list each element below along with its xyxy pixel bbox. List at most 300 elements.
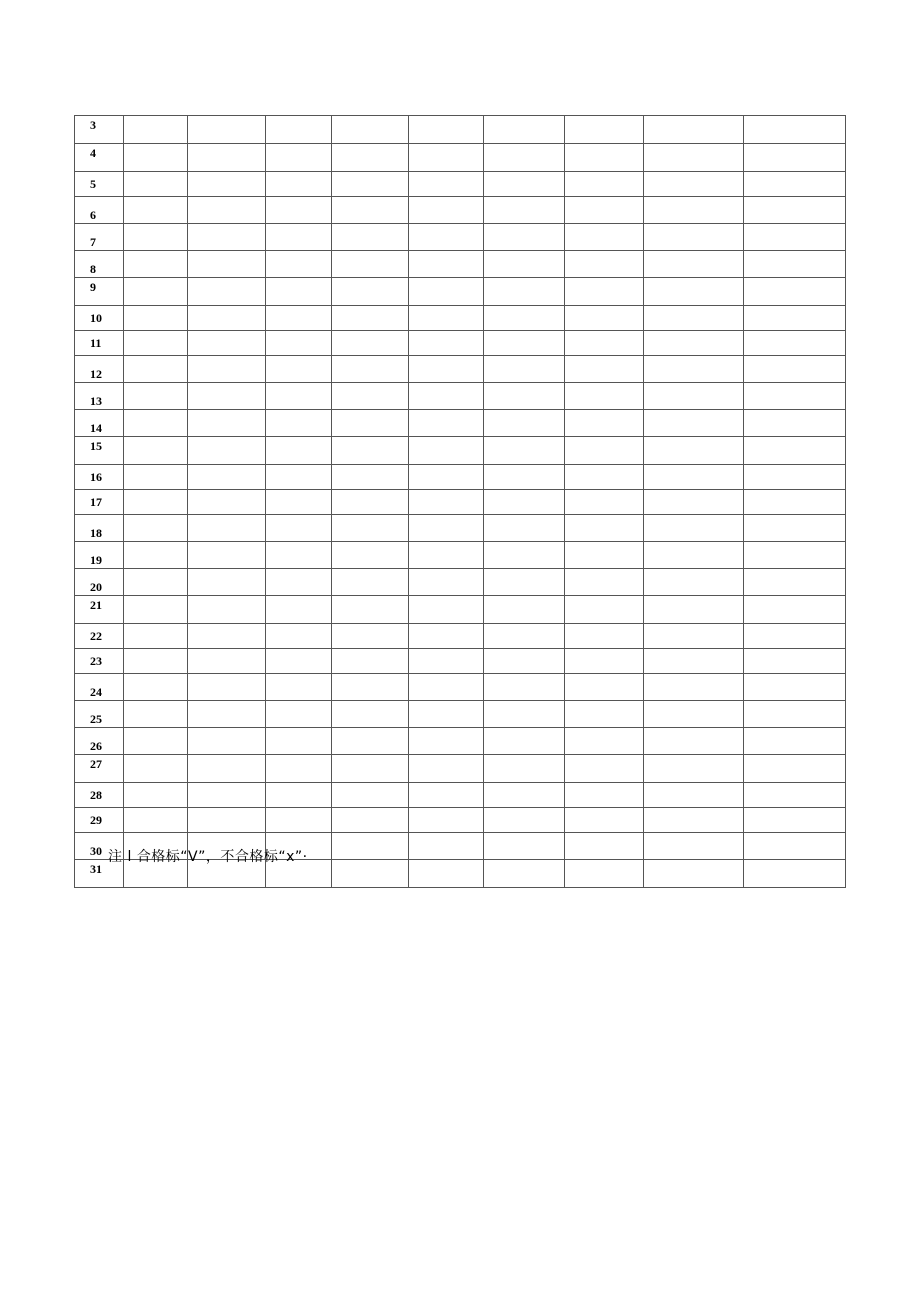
- table-cell: [409, 808, 484, 833]
- table-cell: [332, 515, 409, 542]
- row-number-cell: 26: [75, 728, 124, 755]
- table-cell: [124, 755, 188, 783]
- table-cell: [409, 728, 484, 755]
- table-row: [75, 197, 846, 224]
- table-cell: [409, 251, 484, 278]
- table-cell: [565, 197, 644, 224]
- table-cell: [565, 783, 644, 808]
- row-number-cell: 3: [75, 116, 124, 144]
- table-cell: [565, 542, 644, 569]
- table-row: [75, 251, 846, 278]
- table-cell: [744, 701, 846, 728]
- row-number-cell: 13: [75, 383, 124, 410]
- table-cell: [124, 383, 188, 410]
- table-cell: [188, 251, 266, 278]
- table-cell: [188, 410, 266, 437]
- table-cell: [744, 783, 846, 808]
- table-cell: [565, 728, 644, 755]
- table-cell: [332, 465, 409, 490]
- table-row: [75, 542, 846, 569]
- row-number-cell: 20: [75, 569, 124, 596]
- row-number-cell: 25: [75, 701, 124, 728]
- table-row: [75, 783, 846, 808]
- table-cell: [565, 331, 644, 356]
- row-number-cell: 19: [75, 542, 124, 569]
- table-cell: [124, 356, 188, 383]
- table-cell: [409, 116, 484, 144]
- table-row: [75, 383, 846, 410]
- table-cell: [744, 172, 846, 197]
- table-cell: [409, 437, 484, 465]
- table-cell: [266, 569, 332, 596]
- table-cell: [332, 674, 409, 701]
- table-cell: [744, 490, 846, 515]
- table-cell: [188, 701, 266, 728]
- table-cell: [124, 649, 188, 674]
- table-cell: [409, 674, 484, 701]
- table-cell: [644, 278, 744, 306]
- table-cell: [188, 649, 266, 674]
- table-cell: [124, 596, 188, 624]
- table-cell: [644, 860, 744, 888]
- row-number-cell: 22: [75, 624, 124, 649]
- table-cell: [744, 596, 846, 624]
- row-number-cell: 4: [75, 144, 124, 172]
- table-cell: [332, 224, 409, 251]
- table-cell: [644, 356, 744, 383]
- table-cell: [266, 383, 332, 410]
- table-cell: [644, 490, 744, 515]
- table-cell: [484, 144, 565, 172]
- table-cell: [266, 808, 332, 833]
- table-cell: [484, 674, 565, 701]
- row-number-cell: 30: [75, 833, 124, 860]
- table-cell: [332, 437, 409, 465]
- table-cell: [409, 624, 484, 649]
- table-cell: [332, 144, 409, 172]
- row-number-cell: 31: [75, 860, 124, 888]
- table-row: [75, 624, 846, 649]
- table-cell: [565, 490, 644, 515]
- table-cell: [565, 224, 644, 251]
- table-cell: [744, 833, 846, 860]
- table-cell: [484, 860, 565, 888]
- table-cell: [744, 542, 846, 569]
- table-cell: [744, 306, 846, 331]
- table-cell: [565, 465, 644, 490]
- table-cell: [188, 569, 266, 596]
- table-cell: [188, 674, 266, 701]
- table-cell: [744, 624, 846, 649]
- table-cell: [332, 808, 409, 833]
- table-cell: [266, 197, 332, 224]
- table-cell: [124, 410, 188, 437]
- table-cell: [124, 674, 188, 701]
- table-cell: [644, 596, 744, 624]
- row-number-cell: 27: [75, 755, 124, 783]
- table-cell: [124, 437, 188, 465]
- table-cell: [484, 331, 565, 356]
- table-cell: [266, 596, 332, 624]
- table-cell: [644, 331, 744, 356]
- table-cell: [565, 860, 644, 888]
- table-cell: [124, 701, 188, 728]
- table-cell: [644, 728, 744, 755]
- table-cell: [188, 808, 266, 833]
- table-cell: [266, 410, 332, 437]
- table-row: [75, 144, 846, 172]
- table-cell: [188, 728, 266, 755]
- table-cell: [188, 490, 266, 515]
- table-cell: [484, 542, 565, 569]
- table-cell: [266, 701, 332, 728]
- row-number-cell: 8: [75, 251, 124, 278]
- table-cell: [124, 172, 188, 197]
- table-row: [75, 490, 846, 515]
- row-number-cell: 23: [75, 649, 124, 674]
- table-cell: [188, 224, 266, 251]
- table-cell: [744, 649, 846, 674]
- table-cell: [332, 569, 409, 596]
- table-cell: [409, 410, 484, 437]
- row-number-cell: 28: [75, 783, 124, 808]
- table-cell: [409, 197, 484, 224]
- table-cell: [484, 172, 565, 197]
- row-number-cell: 10: [75, 306, 124, 331]
- table-cell: [565, 596, 644, 624]
- table-cell: [188, 465, 266, 490]
- table-cell: [565, 116, 644, 144]
- table-cell: [484, 437, 565, 465]
- table-cell: [332, 410, 409, 437]
- table-row: [75, 331, 846, 356]
- table-cell: [409, 306, 484, 331]
- table-cell: [266, 356, 332, 383]
- table-cell: [266, 172, 332, 197]
- table-cell: [484, 197, 565, 224]
- table-cell: [744, 728, 846, 755]
- table-cell: [644, 569, 744, 596]
- table-cell: [565, 755, 644, 783]
- table-cell: [124, 808, 188, 833]
- table-cell: [484, 224, 565, 251]
- row-number-cell: 5: [75, 172, 124, 197]
- row-number-cell: 16: [75, 465, 124, 490]
- table-cell: [266, 331, 332, 356]
- table-cell: [644, 649, 744, 674]
- table-cell: [744, 116, 846, 144]
- table-cell: [188, 624, 266, 649]
- table-cell: [565, 251, 644, 278]
- table-cell: [188, 172, 266, 197]
- table-cell: [565, 569, 644, 596]
- table-cell: [484, 808, 565, 833]
- table-row: [75, 172, 846, 197]
- table-row: [75, 755, 846, 783]
- table-cell: [332, 278, 409, 306]
- table-cell: [484, 465, 565, 490]
- table-cell: [565, 437, 644, 465]
- row-number-cell: 15: [75, 437, 124, 465]
- table-cell: [565, 833, 644, 860]
- table-row: [75, 410, 846, 437]
- row-number-cell: 11: [75, 331, 124, 356]
- table-cell: [744, 383, 846, 410]
- table-cell: [409, 860, 484, 888]
- table-cell: [644, 465, 744, 490]
- table-cell: [266, 465, 332, 490]
- table-cell: [644, 410, 744, 437]
- table-cell: [744, 515, 846, 542]
- table-cell: [484, 569, 565, 596]
- table-cell: [332, 833, 409, 860]
- table-cell: [332, 860, 409, 888]
- table-cell: [565, 383, 644, 410]
- table-cell: [188, 306, 266, 331]
- table-cell: [644, 306, 744, 331]
- table-cell: [124, 197, 188, 224]
- table-cell: [644, 783, 744, 808]
- table-cell: [744, 437, 846, 465]
- table-cell: [644, 437, 744, 465]
- table-cell: [565, 410, 644, 437]
- table-cell: [409, 383, 484, 410]
- table-cell: [644, 701, 744, 728]
- table-cell: [266, 624, 332, 649]
- table-cell: [332, 701, 409, 728]
- table-cell: [644, 674, 744, 701]
- row-number-cell: 12: [75, 356, 124, 383]
- row-number-cell: 7: [75, 224, 124, 251]
- table-cell: [266, 490, 332, 515]
- table-cell: [332, 649, 409, 674]
- table-cell: [266, 278, 332, 306]
- table-cell: [565, 306, 644, 331]
- table-cell: [409, 596, 484, 624]
- table-cell: [744, 465, 846, 490]
- table-cell: [409, 144, 484, 172]
- row-number-cell: 14: [75, 410, 124, 437]
- table-cell: [188, 755, 266, 783]
- table-cell: [644, 197, 744, 224]
- table-row: [75, 278, 846, 306]
- table-cell: [484, 701, 565, 728]
- table-cell: [332, 624, 409, 649]
- table-cell: [332, 331, 409, 356]
- table-cell: [188, 197, 266, 224]
- table-cell: [484, 410, 565, 437]
- table-cell: [266, 224, 332, 251]
- table-cell: [565, 808, 644, 833]
- table-cell: [565, 172, 644, 197]
- table-cell: [188, 783, 266, 808]
- table-cell: [188, 356, 266, 383]
- row-number-cell: 6: [75, 197, 124, 224]
- table-cell: [266, 755, 332, 783]
- table-cell: [565, 515, 644, 542]
- table-cell: [332, 755, 409, 783]
- table-cell: [188, 515, 266, 542]
- table-cell: [644, 542, 744, 569]
- table-cell: [644, 224, 744, 251]
- table-cell: [565, 624, 644, 649]
- table-cell: [332, 306, 409, 331]
- table-cell: [565, 674, 644, 701]
- table-cell: [332, 383, 409, 410]
- table-row: [75, 674, 846, 701]
- table-cell: [124, 465, 188, 490]
- table-cell: [644, 808, 744, 833]
- table-cell: [744, 251, 846, 278]
- table-cell: [266, 251, 332, 278]
- table-cell: [744, 278, 846, 306]
- table-cell: [188, 331, 266, 356]
- table-cell: [409, 490, 484, 515]
- table-cell: [744, 224, 846, 251]
- table-cell: [484, 383, 565, 410]
- table-cell: [744, 569, 846, 596]
- table-cell: [188, 437, 266, 465]
- table-cell: [484, 649, 565, 674]
- table-cell: [744, 197, 846, 224]
- table-cell: [266, 515, 332, 542]
- table-cell: [644, 833, 744, 860]
- table-cell: [484, 624, 565, 649]
- table-row: [75, 515, 846, 542]
- table-cell: [644, 515, 744, 542]
- table-cell: [484, 251, 565, 278]
- table-cell: [266, 542, 332, 569]
- table-cell: [409, 755, 484, 783]
- table-row: [75, 116, 846, 144]
- table-cell: [744, 144, 846, 172]
- table-cell: [565, 144, 644, 172]
- table-cell: [124, 116, 188, 144]
- table-cell: [266, 306, 332, 331]
- table-row: [75, 808, 846, 833]
- table-row: [75, 649, 846, 674]
- table-cell: [188, 278, 266, 306]
- table-cell: [484, 490, 565, 515]
- table-row: [75, 701, 846, 728]
- table-row: [75, 356, 846, 383]
- row-number-cell: 21: [75, 596, 124, 624]
- table-cell: [409, 701, 484, 728]
- table-cell: [484, 833, 565, 860]
- table-cell: [124, 569, 188, 596]
- table-cell: [484, 356, 565, 383]
- table-cell: [124, 331, 188, 356]
- table-cell: [332, 116, 409, 144]
- table-cell: [484, 596, 565, 624]
- table-cell: [744, 808, 846, 833]
- table-cell: [409, 783, 484, 808]
- table-cell: [266, 783, 332, 808]
- table-cell: [124, 624, 188, 649]
- table-cell: [409, 649, 484, 674]
- table-cell: [644, 755, 744, 783]
- table-cell: [644, 116, 744, 144]
- table-cell: [484, 728, 565, 755]
- table-cell: [409, 356, 484, 383]
- table-cell: [744, 356, 846, 383]
- table-cell: [409, 278, 484, 306]
- table-cell: [409, 224, 484, 251]
- table-cell: [484, 278, 565, 306]
- table-cell: [124, 490, 188, 515]
- table-row: [75, 306, 846, 331]
- table-cell: [188, 116, 266, 144]
- table-cell: [332, 172, 409, 197]
- table-row: [75, 596, 846, 624]
- table-cell: [644, 251, 744, 278]
- table-cell: [266, 437, 332, 465]
- footnote: 注 l 合格标“V”，不合格标“x”·: [108, 849, 308, 865]
- table-cell: [484, 515, 565, 542]
- table-cell: [409, 833, 484, 860]
- table-cell: [644, 624, 744, 649]
- table-cell: [266, 144, 332, 172]
- table-cell: [484, 783, 565, 808]
- table-cell: [744, 410, 846, 437]
- inspection-table: [74, 115, 846, 888]
- table-cell: [409, 569, 484, 596]
- table-body: [75, 116, 846, 888]
- table-cell: [565, 356, 644, 383]
- table-cell: [332, 197, 409, 224]
- table-cell: [124, 728, 188, 755]
- table-cell: [188, 596, 266, 624]
- table-cell: [744, 331, 846, 356]
- table-cell: [124, 306, 188, 331]
- table-cell: [332, 728, 409, 755]
- table-cell: [124, 783, 188, 808]
- table-cell: [565, 701, 644, 728]
- table-cell: [266, 728, 332, 755]
- table-cell: [565, 278, 644, 306]
- table-cell: [644, 172, 744, 197]
- table-cell: [332, 490, 409, 515]
- table-row: [75, 728, 846, 755]
- table-cell: [744, 674, 846, 701]
- table-cell: [332, 783, 409, 808]
- table-cell: [124, 224, 188, 251]
- row-number-cell: 29: [75, 808, 124, 833]
- table-row: [75, 437, 846, 465]
- table-cell: [124, 542, 188, 569]
- table-cell: [332, 596, 409, 624]
- table-cell: [266, 649, 332, 674]
- table-cell: [332, 356, 409, 383]
- table-cell: [484, 306, 565, 331]
- table-cell: [188, 144, 266, 172]
- table-cell: [124, 251, 188, 278]
- table-cell: [188, 383, 266, 410]
- table-cell: [484, 116, 565, 144]
- table-cell: [409, 465, 484, 490]
- table-cell: [124, 144, 188, 172]
- table-cell: [266, 674, 332, 701]
- table-cell: [409, 331, 484, 356]
- table-cell: [266, 116, 332, 144]
- table-cell: [744, 860, 846, 888]
- table-cell: [409, 172, 484, 197]
- table-cell: [188, 542, 266, 569]
- table-cell: [484, 755, 565, 783]
- table-row: [75, 224, 846, 251]
- table-cell: [644, 144, 744, 172]
- table-cell: [409, 515, 484, 542]
